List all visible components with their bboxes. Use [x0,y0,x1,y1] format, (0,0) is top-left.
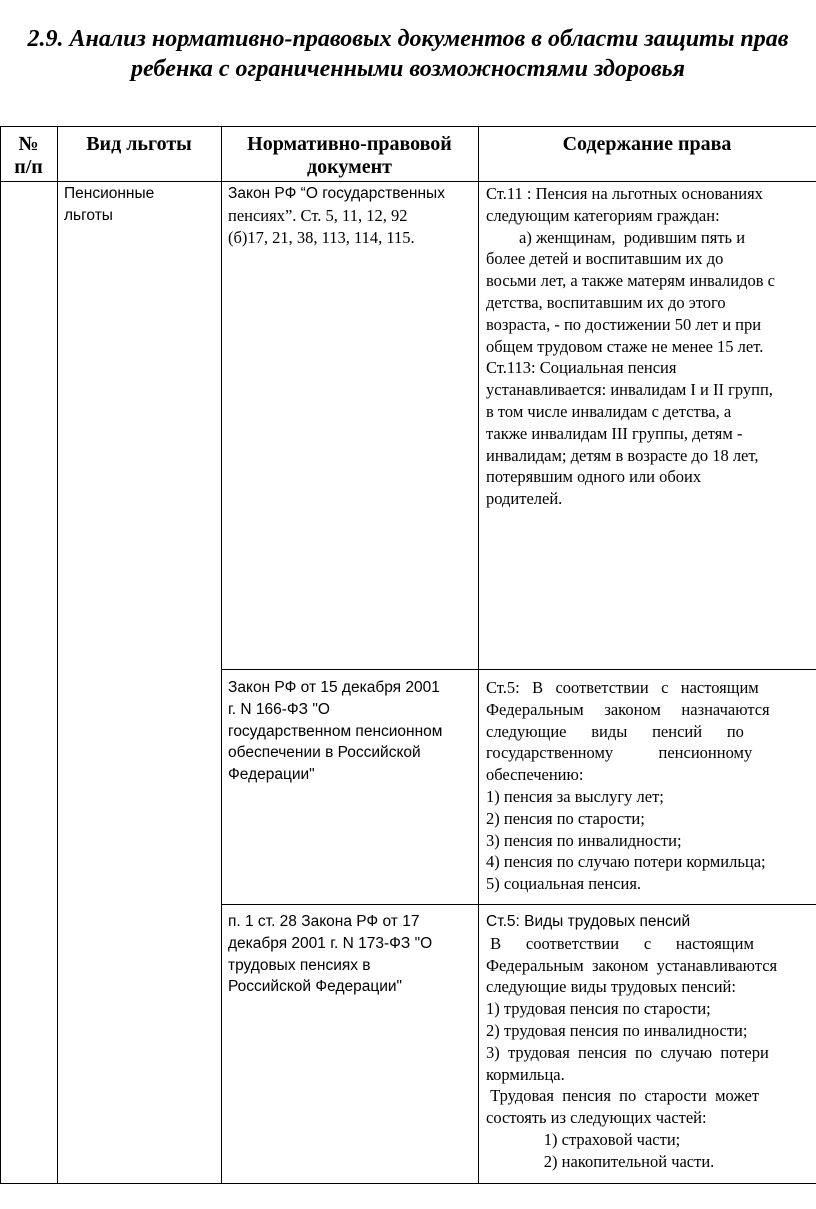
column-divider-1 [57,127,58,1183]
page-title-line-2: ребенка с ограниченными возможностями здоровья [130,56,686,82]
row-2-content-line: 4) пенсия по случаю потери кормильца; [486,852,766,872]
row-3-doc-line: трудовых пенсиях в [228,956,371,974]
row-2-content-line: обеспечению: [486,765,584,785]
header-number [0,133,57,179]
row-3-content-line: кормильца. [486,1064,565,1084]
row-1-content-line: инвалидам; детям в возрасте до 18 лет, [486,445,759,465]
row-3-content-line: В соответствии с настоящим [486,933,754,953]
row-2-doc-line: государственном пенсионном [228,722,443,740]
row-2-doc-line: Федерации" [228,766,315,784]
benefit-type-line-1: Пенсионные [64,185,155,202]
row-2-content-line: 5) социальная пенсия. [486,874,642,894]
row-1-content-line: Ст.113: Социальная пенсия [486,358,677,378]
row-3-content-title: Ст.5: Виды трудовых пенсий [486,913,691,930]
header-document-line-1: Нормативно-правовой [247,133,452,155]
row-3-content-line: состоять из следующих частей: [486,1108,707,1128]
row-1-content-line: также инвалидам III группы, детям - [486,423,743,443]
row-1-document [228,183,445,248]
row-3-content [486,911,816,1173]
row-2-content-line: Ст.5: В соответствии с настоящим [486,678,759,697]
column-divider-3 [478,127,479,1183]
header-benefit-type: Вид льготы [86,133,192,155]
row-1-content-line: общем трудовом стаже не менее 15 лет. [486,336,764,356]
page-title-line-1: 2.9. Анализ нормативно-правовых документов в области защиты прав [27,26,789,52]
benefits-table [0,126,816,1184]
row-3-content-line: 1) страховой части; [486,1129,681,1149]
table-border-left [0,127,1,1183]
row-1-content-line: а) женщинам, родившим пять и [486,227,746,247]
header-content: Содержание права [562,133,732,155]
row-2-doc-line: обеспечении в Российской [228,744,421,762]
row-2-content [486,677,816,895]
row-1-content [486,183,816,510]
row-3-content-line: 2) трудовая пенсия по инвалидности; [486,1020,748,1040]
row-1-doc-line: пенсиях”. Ст. 5, 11, 12, 92 [228,205,408,225]
row-1-content-line: устанавливается: инвалидам I и II групп, [486,380,773,400]
row-2-content-line: Федеральным законом назначаются [486,699,770,719]
row-3-content-line: следующие виды трудовых пенсий: [486,977,736,997]
row-divider-1 [221,669,816,670]
header-number-line-2: п/п [14,156,43,178]
row-1-content-line: возраста, - по достижении 50 лет и при [486,314,762,334]
row-2-content-line: 3) пенсия по инвалидности; [486,830,682,850]
row-1-doc-line: Закон РФ “О государственных [228,185,445,202]
header-number-line-1: № [18,133,39,155]
row-1-content-line: восьми лет, а также матерям инвалидов с [486,271,776,291]
row-1-content-line: детства, воспитавшим их до этого [486,292,726,312]
row-3-doc-line: декабря 2001 г. N 173-ФЗ "О [228,934,433,952]
page-title [0,24,816,84]
row-divider-2 [221,904,816,905]
row-3-content-line: 2) накопительной части. [486,1151,715,1171]
row-3-document [228,911,432,998]
column-divider-2 [221,127,222,1183]
row-1-content-line: следующим категориям граждан: [486,205,720,225]
header-document-line-2: документ [307,156,392,178]
row-1-content-line: более детей и воспитавшим их до [486,249,724,269]
header-divider [0,181,816,182]
benefit-type-cell [64,183,154,227]
row-3-content-line: 1) трудовая пенсия по старости; [486,999,711,1019]
benefit-type-line-2: льготы [64,206,113,224]
row-2-content-line: государственному пенсионному [486,743,753,763]
row-2-doc-line: Закон РФ от 15 декабря 2001 [228,679,440,696]
header-document [221,133,478,179]
row-1-content-line: в том числе инвалидам с детства, а [486,401,732,421]
row-3-content-line: 3) трудовая пенсия по случаю потери [486,1042,769,1062]
row-1-content-line: Ст.11 : Пенсия на льготных основаниях [486,184,763,203]
row-3-doc-line: п. 1 ст. 28 Закона РФ от 17 [228,913,420,930]
row-3-content-line: Федеральным законом устанавливаются [486,955,778,975]
row-2-content-line: 1) пенсия за выслугу лет; [486,786,664,806]
row-1-content-line: родителей. [486,489,563,509]
row-2-document [228,677,442,786]
row-1-doc-line: (б)17, 21, 38, 113, 114, 115. [228,227,415,247]
row-1-content-line: потерявшим одного или обоих [486,467,702,487]
row-3-doc-line: Российской Федерации" [228,978,403,996]
row-2-content-line: 2) пенсия по старости; [486,808,645,828]
row-2-doc-line: г. N 166-ФЗ "О [228,700,330,718]
row-3-content-line: Трудовая пенсия по старости может [486,1086,760,1106]
row-2-content-line: следующие виды пенсий по [486,721,744,741]
